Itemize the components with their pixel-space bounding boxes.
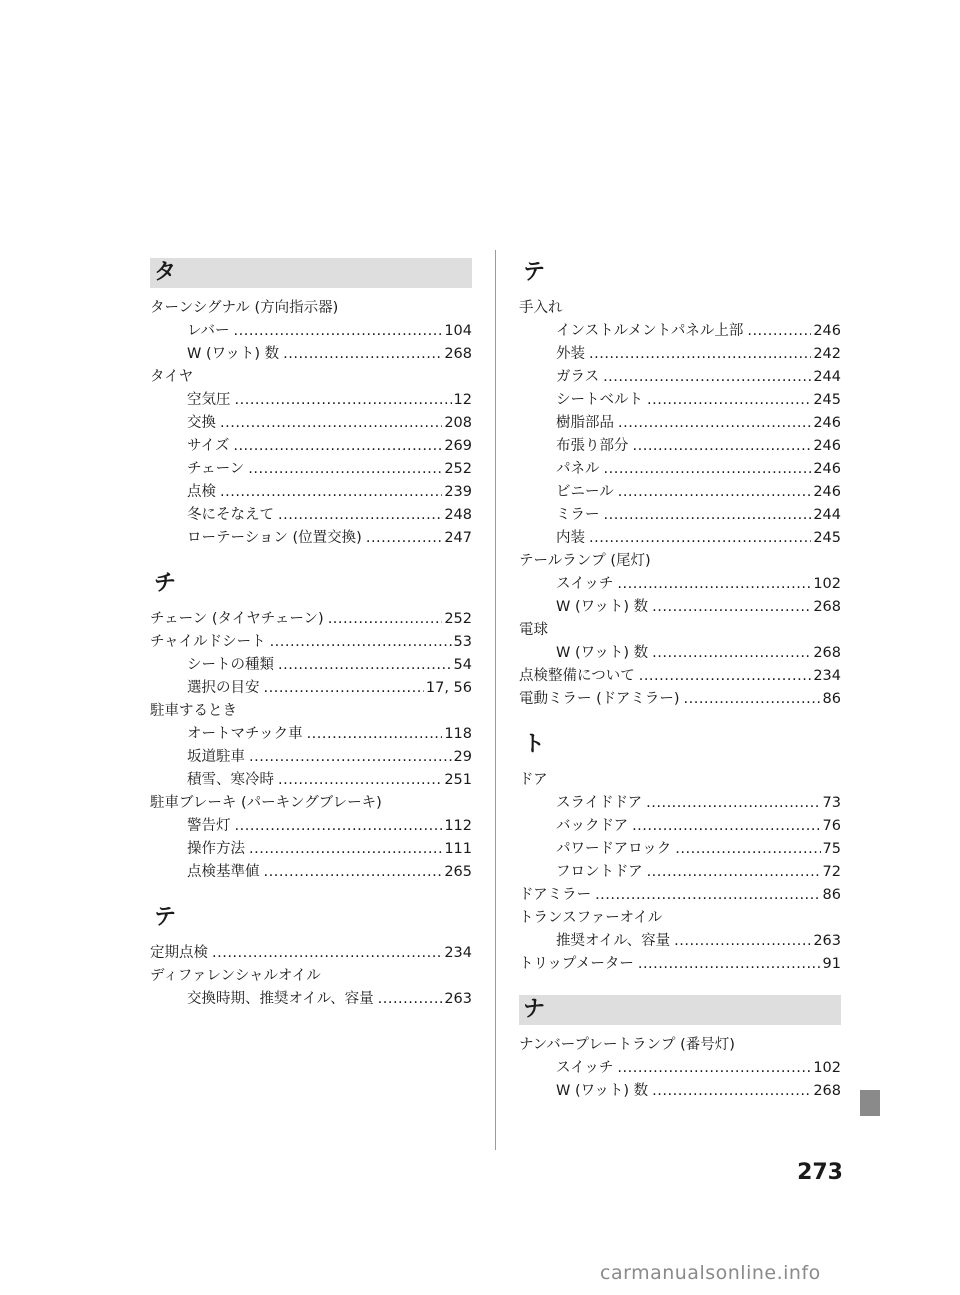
entry-label: ミラー [556, 507, 600, 523]
page-number: 273 [797, 1160, 843, 1185]
dot-leader [604, 507, 812, 523]
entry-page-ref: 268 [444, 346, 472, 362]
entry-page-ref: 208 [444, 415, 472, 431]
index-subentry [519, 814, 841, 837]
index-subentry [150, 768, 472, 791]
dot-leader [617, 1060, 811, 1076]
entry-label: ナンバープレートランプ (番号灯) [519, 1037, 735, 1053]
index-subentry [519, 388, 841, 411]
dot-leader [603, 369, 811, 385]
index-subentry [150, 503, 472, 526]
entry-page-ref: 244 [813, 369, 841, 385]
dot-leader [264, 864, 443, 880]
entry-page-ref: 73 [822, 795, 841, 811]
entry-label: 樹脂部品 [556, 415, 614, 431]
section-heading: チ [154, 571, 177, 596]
entry-label: 点検基準値 [187, 864, 260, 880]
index-entry [519, 906, 841, 929]
index-section [519, 995, 841, 1102]
entry-label: トランスファーオイル [519, 910, 663, 926]
dot-leader [233, 438, 442, 454]
entry-page-ref: 268 [813, 645, 841, 661]
index-entry [150, 630, 472, 653]
entry-page-ref: 91 [822, 956, 841, 972]
entry-label: 交換 [187, 415, 216, 431]
entry-page-ref: 252 [444, 611, 472, 627]
dot-leader [248, 461, 442, 477]
dot-leader [647, 392, 811, 408]
entry-label: 点検 [187, 484, 216, 500]
dot-leader [674, 933, 811, 949]
dot-leader [270, 634, 452, 650]
index-entry [519, 549, 841, 572]
entry-page-ref: 268 [813, 1083, 841, 1099]
entry-label: 定期点検 [150, 945, 208, 961]
dot-leader [249, 749, 452, 765]
dot-leader [235, 392, 452, 408]
entry-page-ref: 263 [444, 991, 472, 1007]
index-section [519, 258, 841, 710]
entry-label: 布張り部分 [556, 438, 629, 454]
section-heading: タ [150, 258, 472, 288]
entry-page-ref: 102 [813, 576, 841, 592]
dot-leader [747, 323, 811, 339]
dot-leader [652, 1083, 811, 1099]
section-heading: ト [523, 732, 546, 757]
index-subentry [519, 595, 841, 618]
entry-label: 電球 [519, 622, 548, 638]
watermark: carmanualsonline.info [600, 1262, 821, 1284]
dot-leader [283, 346, 442, 362]
entry-label: ガラス [556, 369, 600, 385]
entry-label: 手入れ [519, 300, 563, 316]
entry-page-ref: 76 [822, 818, 841, 834]
entry-page-ref: 112 [444, 818, 472, 834]
index-subentry [519, 641, 841, 664]
index-entry [519, 664, 841, 687]
entry-page-ref: 29 [453, 749, 472, 765]
entry-label: チャイルドシート [150, 634, 266, 650]
entry-label: ローテーション (位置交換) [187, 530, 362, 546]
entry-label: W (ワット) 数 [556, 599, 649, 615]
dot-leader [307, 726, 443, 742]
index-section [150, 903, 472, 1010]
entry-label: テールランプ (尾灯) [519, 553, 651, 569]
entry-label: 警告灯 [187, 818, 231, 834]
entry-label: バックドア [556, 818, 629, 834]
dot-leader [652, 645, 811, 661]
index-entry [150, 607, 472, 630]
entry-page-ref: 246 [813, 461, 841, 477]
entry-page-ref: 111 [444, 841, 472, 857]
entry-label: パネル [556, 461, 600, 477]
index-entry [150, 699, 472, 722]
entry-label: トリップメーター [519, 956, 634, 972]
dot-leader [639, 668, 812, 684]
index-section [150, 258, 472, 549]
index-entry [519, 883, 841, 906]
entry-label: パワードアロック [556, 841, 672, 857]
entry-label: 操作方法 [187, 841, 245, 857]
entry-label: サイズ [187, 438, 230, 454]
entry-page-ref: 244 [813, 507, 841, 523]
index-subentry [150, 653, 472, 676]
entry-page-ref: 252 [444, 461, 472, 477]
entry-page-ref: 242 [813, 346, 841, 362]
entry-page-ref: 246 [813, 323, 841, 339]
section-heading: テ [154, 905, 177, 930]
entry-label: ディファレンシャルオイル [150, 968, 321, 984]
dot-leader [684, 691, 821, 707]
entry-page-ref: 245 [813, 392, 841, 408]
entry-page-ref: 234 [444, 945, 472, 961]
entry-label: 空気圧 [187, 392, 231, 408]
entry-label: 推奨オイル、容量 [556, 933, 671, 949]
entry-label: レバー [187, 323, 230, 339]
index-subentry [150, 526, 472, 549]
entry-page-ref: 86 [822, 887, 841, 903]
index-subentry [150, 814, 472, 837]
index-section [150, 569, 472, 883]
entry-page-ref: 246 [813, 415, 841, 431]
entry-page-ref: 54 [453, 657, 472, 673]
entry-label: 外装 [556, 346, 585, 362]
index-subentry [519, 503, 841, 526]
entry-page-ref: 248 [444, 507, 472, 523]
entry-label: ビニール [556, 484, 614, 500]
entry-page-ref: 234 [813, 668, 841, 684]
entry-page-ref: 265 [444, 864, 472, 880]
index-subentry [150, 388, 472, 411]
dot-leader [595, 887, 820, 903]
dot-leader [604, 461, 812, 477]
entry-page-ref: 263 [813, 933, 841, 949]
entry-page-ref: 246 [813, 484, 841, 500]
index-subentry [519, 1079, 841, 1102]
index-subentry [519, 319, 841, 342]
dot-leader [632, 818, 820, 834]
index-entry [519, 296, 841, 319]
index-entry [519, 952, 841, 975]
entry-page-ref: 269 [444, 438, 472, 454]
index-subentry [519, 1056, 841, 1079]
dot-leader [589, 346, 811, 362]
index-entry [519, 768, 841, 791]
dot-leader [278, 772, 442, 788]
entry-label: 駐車するとき [150, 703, 237, 719]
index-subentry [150, 342, 472, 365]
index-subentry [519, 411, 841, 434]
index-entry [519, 1033, 841, 1056]
entry-page-ref: 239 [444, 484, 472, 500]
entry-label: チェーン (タイヤチェーン) [150, 611, 324, 627]
index-subentry [150, 411, 472, 434]
index-entry [519, 687, 841, 710]
entry-page-ref: 75 [822, 841, 841, 857]
entry-page-ref: 104 [444, 323, 472, 339]
entry-label: インストルメントパネル上部 [556, 323, 744, 339]
dot-leader [212, 945, 442, 961]
index-subentry [519, 929, 841, 952]
entry-label: ドア [519, 772, 548, 788]
index-subentry [150, 837, 472, 860]
dot-leader [366, 530, 442, 546]
index-column-left [150, 258, 472, 1010]
index-column-right [519, 258, 841, 1102]
entry-label: 冬にそなえて [187, 507, 274, 523]
dot-leader [328, 611, 443, 627]
entry-label: スイッチ [556, 1060, 614, 1076]
section-heading: ナ [519, 995, 841, 1025]
entry-label: ドアミラー [519, 887, 592, 903]
index-subentry [150, 745, 472, 768]
index-entry [150, 791, 472, 814]
dot-leader [647, 864, 821, 880]
index-entry [150, 296, 472, 319]
entry-label: チェーン [187, 461, 245, 477]
dot-leader [589, 530, 811, 546]
index-subentry [519, 434, 841, 457]
index-subentry [150, 987, 472, 1010]
index-section [519, 730, 841, 975]
index-subentry [150, 722, 472, 745]
index-subentry [519, 480, 841, 503]
entry-label: W (ワット) 数 [556, 645, 649, 661]
entry-label: 内装 [556, 530, 585, 546]
entry-label: 交換時期、推奨オイル、容量 [187, 991, 374, 1007]
dot-leader [646, 795, 820, 811]
index-subentry [519, 457, 841, 480]
index-entry [150, 365, 472, 388]
entry-label: シートベルト [556, 392, 643, 408]
index-subentry [519, 526, 841, 549]
dot-leader [617, 576, 811, 592]
index-subentry [519, 572, 841, 595]
index-entry [150, 964, 472, 987]
entry-page-ref: 12 [453, 392, 472, 408]
entry-label: 坂道駐車 [187, 749, 245, 765]
entry-label: スライドドア [556, 795, 643, 811]
entry-page-ref: 17, 56 [425, 680, 472, 696]
entry-page-ref: 247 [444, 530, 472, 546]
entry-page-ref: 53 [453, 634, 472, 650]
index-subentry [519, 791, 841, 814]
dot-leader [235, 818, 443, 834]
section-heading: テ [523, 260, 546, 285]
entry-label: 電動ミラー (ドアミラー) [519, 691, 680, 707]
dot-leader [675, 841, 820, 857]
dot-leader [633, 438, 812, 454]
index-subentry [150, 480, 472, 503]
entry-label: 点検整備について [519, 668, 635, 684]
dot-leader [618, 415, 811, 431]
entry-label: W (ワット) 数 [556, 1083, 649, 1099]
dot-leader [220, 415, 442, 431]
column-divider [495, 250, 496, 1150]
entry-page-ref: 72 [822, 864, 841, 880]
entry-label: 選択の目安 [187, 680, 260, 696]
entry-label: 駐車ブレーキ (パーキングブレーキ) [150, 795, 382, 811]
dot-leader [652, 599, 811, 615]
entry-label: タイヤ [150, 369, 194, 385]
index-subentry [519, 837, 841, 860]
dot-leader [378, 991, 443, 1007]
dot-leader [618, 484, 812, 500]
entry-label: オートマチック車 [187, 726, 303, 742]
index-subentry [150, 457, 472, 480]
index-subentry [150, 676, 472, 699]
dot-leader [220, 484, 442, 500]
index-subentry [519, 342, 841, 365]
dot-leader [278, 507, 442, 523]
index-subentry [519, 365, 841, 388]
chapter-tab-marker [860, 1090, 880, 1116]
entry-label: ターンシグナル (方向指示器) [150, 300, 339, 316]
dot-leader [278, 657, 452, 673]
entry-page-ref: 86 [822, 691, 841, 707]
dot-leader [249, 841, 442, 857]
entry-page-ref: 118 [444, 726, 472, 742]
entry-page-ref: 245 [813, 530, 841, 546]
dot-leader [234, 323, 443, 339]
entry-label: W (ワット) 数 [187, 346, 280, 362]
entry-page-ref: 102 [813, 1060, 841, 1076]
entry-page-ref: 251 [444, 772, 472, 788]
index-subentry [150, 434, 472, 457]
index-entry [150, 941, 472, 964]
entry-page-ref: 246 [813, 438, 841, 454]
dot-leader [638, 956, 821, 972]
dot-leader [264, 680, 424, 696]
index-subentry [519, 860, 841, 883]
entry-label: スイッチ [556, 576, 614, 592]
entry-label: シートの種類 [187, 657, 274, 673]
entry-page-ref: 268 [813, 599, 841, 615]
index-subentry [150, 319, 472, 342]
entry-label: 積雪、寒冷時 [187, 772, 274, 788]
entry-label: フロントドア [556, 864, 643, 880]
index-subentry [150, 860, 472, 883]
index-entry [519, 618, 841, 641]
